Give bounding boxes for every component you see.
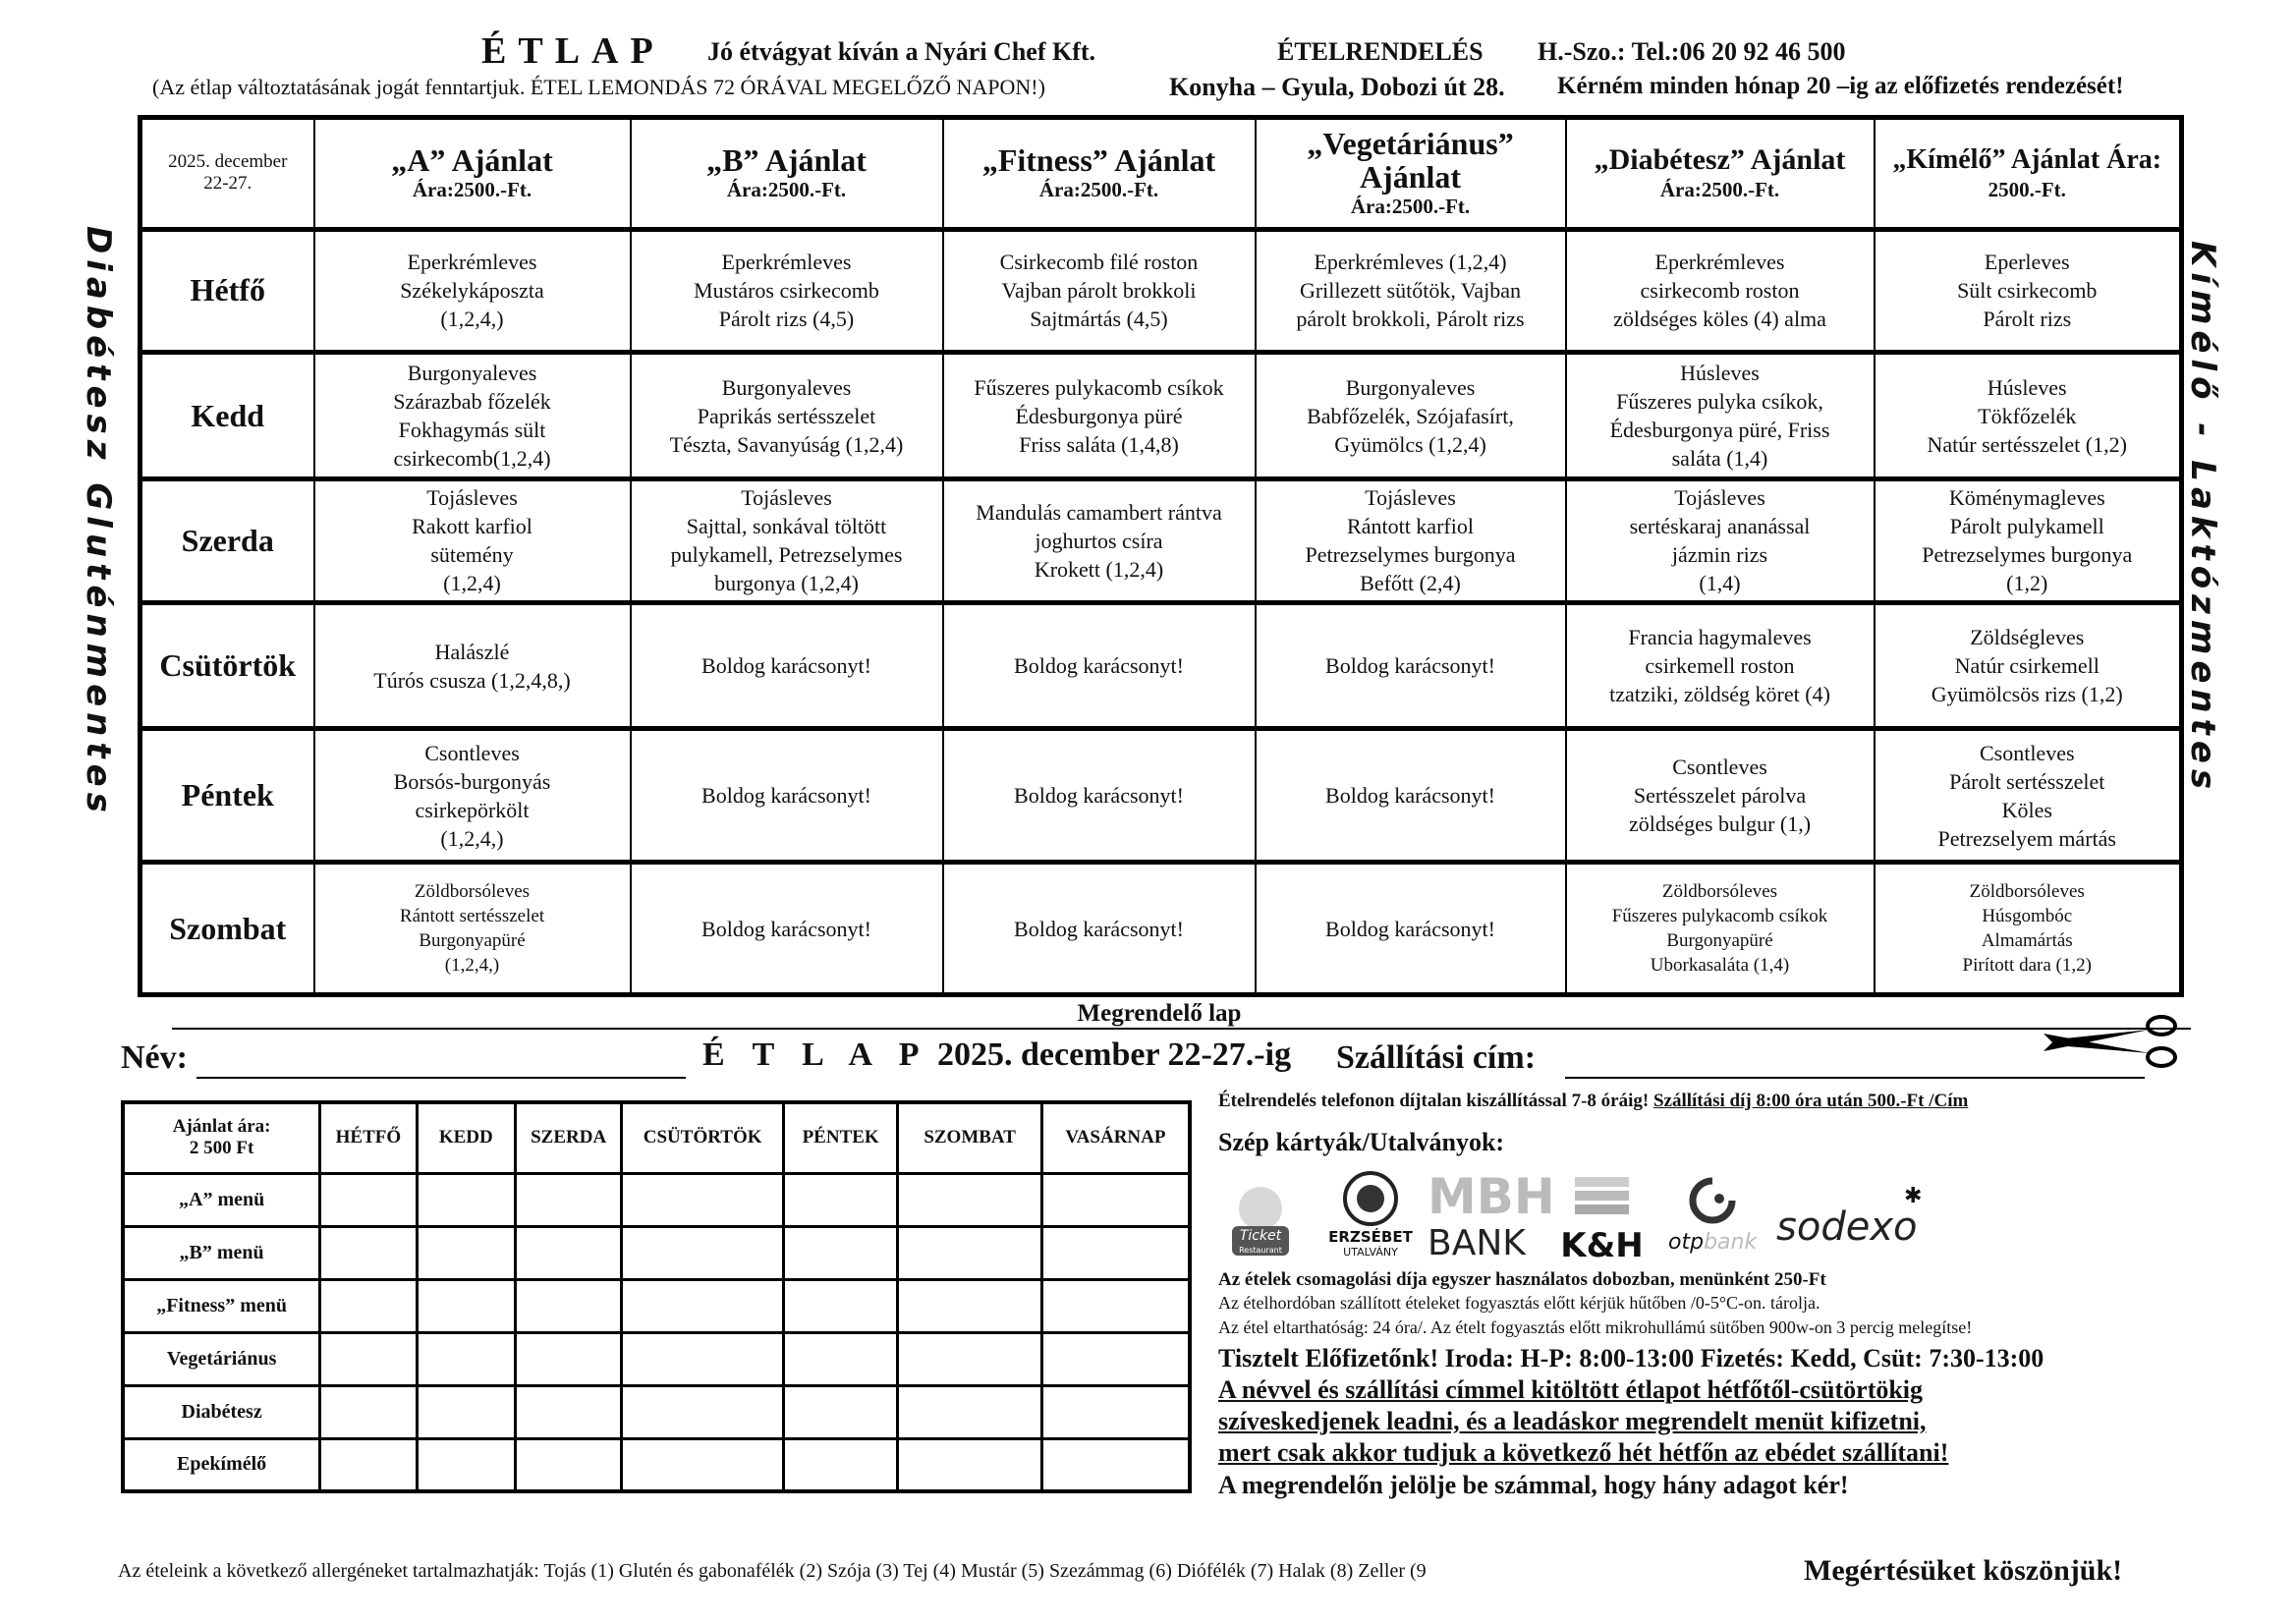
order-day-head: HÉTFŐ [320,1102,417,1173]
menu-cell-line: Boldog karácsonyt! [1014,653,1184,679]
menu-cell-line: Befőtt (2,4) [1360,571,1461,596]
sodexo-logo: sodexo ✱ [1776,1183,1923,1250]
menu-cell-line: Boldog karácsonyt! [1014,783,1184,809]
order-quantity-cell[interactable] [417,1332,515,1385]
order-price-head: Ajánlat ára: 2 500 Ft [123,1102,320,1173]
menu-cell-line: Uborkasaláta (1,4) [1650,955,1790,977]
menu-date-line: 2025. december [168,151,288,173]
order-quantity-cell[interactable] [783,1438,897,1491]
order-quantity-cell[interactable] [898,1173,1042,1226]
header-note: (Az étlap változtatásának jogát fenntartjuk. ÉTEL LEMONDÁS 72 ÓRÁVAL MEGELŐZŐ NAPON!) [152,75,1045,99]
menu-cell-line: Petrezselymes burgonya [1922,542,2133,568]
menu-cell-line: Eperleves [1984,250,2070,275]
order-quantity-cell[interactable] [783,1226,897,1279]
menu-cell-line: Székelykáposzta [400,278,544,304]
menu-cell-line: Almamártás [1981,930,2073,952]
order-quantity-cell[interactable] [783,1385,897,1438]
order-row-label: Epekímélő [123,1438,320,1491]
order-title: É T L A P 2025. december 22-27.-ig [702,1036,1292,1073]
menu-cell-line: jázmin rizs [1671,542,1768,568]
menu-cell [1875,353,2182,479]
otp-bank-logo: otpbank [1668,1169,1766,1267]
submit-instructions-1: A névvel és szállítási címmel kitöltött étlapot hétfőtől-csütörtökig [1218,1375,1924,1404]
menu-cell-line: Fokhagymás sült [398,418,546,443]
menu-cell [943,729,1256,863]
order-quantity-cell[interactable] [783,1279,897,1332]
menu-cell-line: Sült csirkecomb [1957,278,2098,304]
menu-cell-line: Sajttal, sonkával töltött [686,514,887,539]
menu-cell-line: (1,2,4,) [440,307,504,332]
menu-cell-line: Boldog karácsonyt! [701,783,871,809]
name-input-line[interactable] [196,1077,686,1079]
order-quantity-cell[interactable] [515,1226,621,1279]
header-payment-note: Kérném minden hónap 20 –ig az előfizetés rendezését! [1557,73,2124,99]
menu-date-cell [140,118,314,230]
menu-day-row [140,729,2182,863]
side-label-right: Kímélő - Laktózmentes [2183,241,2222,796]
column-gentle: „Kímélő” Ajánlat Ára: 2500.-Ft. [1875,118,2182,230]
menu-cell-line: Sajtmártás (4,5) [1030,307,1168,332]
day-name: Szerda [140,479,314,603]
menu-cell [1256,729,1566,863]
column-b: „B” Ajánlat Ára:2500.-Ft. [631,118,943,230]
order-quantity-cell[interactable] [1041,1226,1190,1279]
menu-cell [631,729,943,863]
menu-cell-line: Boldog karácsonyt! [1325,783,1495,809]
menu-cell-line: Pirított dara (1,2) [1962,955,2092,977]
erzsebet-logo: ERZSÉBET UTALVÁNY [1316,1169,1425,1267]
menu-cell [943,353,1256,479]
order-quantity-cell[interactable] [320,1385,417,1438]
order-quantity-cell[interactable] [417,1173,515,1226]
menu-cell-line: párolt brokkoli, Párolt rizs [1296,307,1525,332]
order-quantity-cell[interactable] [622,1173,784,1226]
menu-cell-line: Csirkecomb filé roston [999,250,1199,275]
header-ordering: ÉTELRENDELÉS [1277,37,1484,66]
menu-cell-line: Fűszeres pulykacomb csíkok [1611,906,1828,927]
menu-cell-line: Zöldségleves [1970,625,2085,650]
order-quantity-cell[interactable] [783,1332,897,1385]
menu-cell-line: Szárazbab főzelék [393,389,551,415]
order-day-head: SZOMBAT [898,1102,1042,1173]
order-grid-row [123,1279,1190,1332]
menu-cell-line: Párolt sertésszelet [1949,768,2105,794]
order-quantity-cell[interactable] [515,1438,621,1491]
menu-day-row [140,479,2182,603]
menu-cell-line: Húsleves [1680,361,1760,386]
order-form-label: Megrendelő lap [1077,1000,1242,1027]
menu-cell-line: Párolt rizs [1983,307,2072,332]
menu-cell-line: Tészta, Savanyúság (1,2,4) [669,431,904,457]
order-quantity-cell[interactable] [622,1226,784,1279]
order-quantity-cell[interactable] [320,1332,417,1385]
menu-cell-line: zöldséges bulgur (1,) [1628,812,1812,837]
order-grid-header [123,1102,1190,1173]
menu-cell-line: Zöldborsóleves [1969,881,2085,903]
order-quantity-cell[interactable] [320,1173,417,1226]
order-grid-row [123,1332,1190,1385]
menu-cell-line: (1,2,4,) [444,955,500,977]
header-kitchen-address: Konyha – Gyula, Dobozi út 28. [1169,73,1505,101]
thanks-footer: Megértésüket köszönjük! [1804,1554,2123,1587]
order-quantity-cell[interactable] [783,1173,897,1226]
menu-cell-line: Mandulás camambert rántva [976,499,1222,525]
day-name: Kedd [140,353,314,479]
order-grid-row [123,1173,1190,1226]
menu-cell-line: Burgonyapüré [419,930,526,952]
menu-cell-line: Fűszeres pulyka csíkok, [1616,389,1823,415]
menu-cell [1256,229,1566,353]
order-quantity-cell[interactable] [898,1332,1042,1385]
order-day-head: VASÁRNAP [1041,1102,1190,1173]
menu-cell-line: sertéskaraj ananással [1629,514,1811,539]
menu-cell [943,602,1256,729]
menu-cell-line: Tojásleves [1674,485,1765,511]
menu-cell-line: Édesburgonya püré, Friss [1609,418,1830,443]
menu-cell-line: Boldog karácsonyt! [701,916,871,941]
voucher-logos [1226,1169,1943,1267]
menu-cell-line: Burgonyaleves [1345,374,1476,400]
menu-cell-line: csirkecomb(1,2,4) [393,446,551,472]
menu-cell-line: Paprikás sertésszelet [697,403,876,428]
menu-cell [314,729,631,863]
menu-cell [631,229,943,353]
order-grid [121,1100,1192,1493]
menu-cell-line: joghurtos csíra [1035,528,1163,553]
menu-cell-line: zöldséges köles (4) alma [1613,307,1826,332]
office-info: Tisztelt Előfizetőnk! Iroda: H-P: 8:00-13:00 Fizetés: Kedd, Csüt: 7:30-13:00 [1218,1344,2044,1372]
menu-cell-line: Párolt pulykamell [1949,514,2104,539]
menu-cell-line: burgonya (1,2,4) [714,571,859,596]
menu-cell-line: Csontleves [1672,755,1767,780]
order-quantity-cell[interactable] [1041,1438,1190,1491]
menu-cell-line: Krokett (1,2,4) [1034,556,1164,582]
order-quantity-cell[interactable] [515,1332,621,1385]
order-row-label: Diabétesz [123,1385,320,1438]
order-quantity-cell[interactable] [320,1438,417,1491]
mbh-bank-logo: MBH BANK [1428,1168,1555,1263]
order-quantity-cell[interactable] [417,1226,515,1279]
menu-cell-line: Édesburgonya püré [1015,403,1183,428]
menu-cell-line: Párolt rizs (4,5) [718,307,855,332]
menu-cell-line: Csontleves [1979,740,2075,765]
header-row-1 [0,29,2296,73]
order-row-label: „Fitness” menü [123,1279,320,1332]
order-quantity-cell[interactable] [1041,1173,1190,1226]
storage-info-1: Az ételhordóban szállított ételeket fogyasztás előtt kérjük hűtőben /0-5°C-on. tárolja. [1218,1293,1820,1313]
menu-cell-line: Natúr sertésszelet (1,2) [1927,431,2127,457]
order-quantity-cell[interactable] [515,1279,621,1332]
menu-cell-line: Túrós csusza (1,2,4,8,) [373,667,571,693]
cut-line [172,1028,2191,1030]
menu-cell [1566,602,1875,729]
order-quantity-cell[interactable] [622,1332,784,1385]
menu-cell-line: (1,2) [2006,571,2048,596]
order-day-head: KEDD [417,1102,515,1173]
order-quantity-cell[interactable] [622,1385,784,1438]
menu-cell-line: Borsós-burgonyás [393,768,551,794]
day-name: Péntek [140,729,314,863]
menu-cell-line: Rántott sertésszelet [399,906,545,927]
day-name: Hétfő [140,229,314,353]
packaging-info: Az ételek csomagolási díja egyszer használatos dobozban, menünként 250-Ft [1218,1269,1826,1290]
menu-cell [631,353,943,479]
menu-cell-line: saláta (1,4) [1671,446,1768,472]
menu-cell-line: Francia hagymaleves [1628,625,1812,650]
submit-instructions-3: mert csak akkor tudjuk a következő hét hétfőn az ebédet szállítani! [1218,1438,1949,1467]
column-a: „A” Ajánlat Ára:2500.-Ft. [314,118,631,230]
menu-cell [1256,602,1566,729]
order-day-head: PÉNTEK [783,1102,897,1173]
menu-cell-line: Sertésszelet párolva [1633,783,1807,809]
menu-cell-line: (1,4) [1699,571,1741,596]
delivery-info: Ételrendelés telefonon díjtalan kiszállítással 7-8 óráig! Szállítási díj 8:00 óra után 500.-Ft /Cím [1218,1091,1969,1111]
storage-info-2: Az étel eltarthatóság: 24 óra/. Az ételt fogyasztás előtt mikrohullámú sütőben 900w-on 3 percig melegítse! [1218,1317,1973,1337]
kh-logo: K&H [1545,1169,1658,1267]
menu-cell-line: Eperkrémleves [407,250,537,275]
order-grid-row [123,1226,1190,1279]
menu-cell-line: Köles [2001,797,2052,822]
menu-cell-line: pulykamell, Petrezselymes [670,542,903,568]
menu-header-row [140,118,2182,230]
menu-cell-line: Burgonyaleves [721,374,852,400]
address-input-line[interactable] [1565,1077,2145,1079]
menu-cell-line: Petrezselymes burgonya [1305,542,1516,568]
order-quantity-cell[interactable] [320,1279,417,1332]
order-quantity-cell[interactable] [898,1279,1042,1332]
menu-cell-line: Rántott karfiol [1347,514,1474,539]
page-title: ÉTLAP [481,30,665,72]
menu-cell [631,602,943,729]
order-grid-row [123,1438,1190,1491]
order-quantity-cell[interactable] [320,1226,417,1279]
menu-cell-line: Tojásleves [426,485,518,511]
menu-cell [314,479,631,603]
order-quantity-cell[interactable] [417,1279,515,1332]
menu-cell [1875,729,2182,863]
order-quantity-cell[interactable] [622,1438,784,1491]
menu-cell-line: Tojásleves [741,485,832,511]
menu-cell-line: Natúr csirkemell [1954,653,2100,679]
order-day-head: SZERDA [515,1102,621,1173]
menu-cell-line: Eperkrémleves [1654,250,1785,275]
menu-cell-line: Gyümölcsös rizs (1,2) [1931,682,2123,707]
column-diabetic: „Diabétesz” Ajánlat Ára:2500.-Ft. [1566,118,1875,230]
menu-cell-line: Húsgombóc [1982,906,2073,927]
order-row-label: „B” menü [123,1226,320,1279]
menu-cell [1566,229,1875,353]
mark-instructions: A megrendelőn jelölje be számmal, hogy hány adagot kér! [1218,1471,1849,1499]
menu-cell-line: (1,2,4) [443,571,501,596]
menu-cell [1256,863,1566,995]
menu-cell [943,229,1256,353]
menu-cell-line: Grillezett sütőtök, Vajban [1299,278,1522,304]
menu-cell-line: (1,2,4,) [440,825,504,851]
menu-cell [1875,229,2182,353]
menu-cell-line: Köménymagleves [1948,485,2105,511]
weekly-menu-table [138,115,2184,997]
order-grid-row [123,1385,1190,1438]
menu-cell-line: Babfőzelék, Szójafasírt, [1307,403,1514,428]
order-row-label: Vegetáriánus [123,1332,320,1385]
menu-cell [943,479,1256,603]
menu-cell [1256,353,1566,479]
column-fitness: „Fitness” Ajánlat Ára:2500.-Ft. [943,118,1256,230]
menu-cell [314,602,631,729]
menu-cell-line: Boldog karácsonyt! [1014,916,1184,941]
menu-cell [1875,602,2182,729]
menu-date-line: 22-27. [203,173,252,195]
order-quantity-cell[interactable] [1041,1332,1190,1385]
menu-cell [943,863,1256,995]
order-quantity-cell[interactable] [898,1438,1042,1491]
menu-cell-line: Petrezselyem mártás [1937,825,2116,851]
menu-cell-line: Burgonyaleves [407,361,537,386]
menu-cell [631,479,943,603]
menu-cell-line: Zöldborsóleves [414,881,531,903]
day-name: Csütörtök [140,602,314,729]
menu-cell-line: Tojásleves [1365,485,1456,511]
menu-cell-line: Húsleves [1987,374,2067,400]
day-name: Szombat [140,863,314,995]
menu-cell-line: Burgonyapüré [1666,930,1773,952]
menu-cell [1875,863,2182,995]
menu-cell-line: Boldog karácsonyt! [1325,653,1495,679]
menu-cell-line: Vajban párolt brokkoli [1001,278,1197,304]
order-quantity-cell[interactable] [898,1226,1042,1279]
order-quantity-cell[interactable] [898,1385,1042,1438]
menu-cell [1875,479,2182,603]
menu-cell-line: Mustáros csirkecomb [694,278,879,304]
side-label-left: Diabétesz Gluténmentes [79,226,118,818]
menu-day-row [140,863,2182,995]
order-quantity-cell[interactable] [1041,1279,1190,1332]
menu-cell [314,229,631,353]
menu-cell [1566,479,1875,603]
menu-cell [631,863,943,995]
menu-cell-line: csirkepörkölt [415,797,530,822]
menu-cell [1566,729,1875,863]
menu-cell-line: Halászlé [434,639,510,664]
menu-cell-line: Csontleves [424,740,520,765]
menu-cell-line: Eperkrémleves [721,250,852,275]
order-quantity-cell[interactable] [417,1438,515,1491]
name-label: Név: [121,1039,188,1076]
menu-cell-line: Boldog karácsonyt! [1325,916,1495,941]
menu-cell-line: Rakott karfiol [412,514,532,539]
allergen-footer: Az ételeink a következő allergéneket tartalmazhatják: Tojás (1) Glutén és gabonafélék (2) Szója (3) Tej (4) Mustár (5) Szezámmag (6) Diófélék (7) Halak (8) Zeller (9 [118,1560,1427,1582]
ticket-logo: Ticket Restaurant [1226,1169,1295,1267]
order-quantity-cell[interactable] [622,1279,784,1332]
header-row-2 [0,71,2296,106]
menu-cell-line: Tökfőzelék [1978,403,2077,428]
menu-cell-line: Friss saláta (1,4,8) [1019,431,1179,457]
header-phone: H.-Szo.: Tel.:06 20 92 46 500 [1538,37,1846,66]
scissors-icon [2034,1012,2191,1071]
menu-cell [314,863,631,995]
menu-day-row [140,229,2182,353]
cards-label: Szép kártyák/Utalványok: [1218,1128,1505,1156]
menu-day-row [140,602,2182,729]
menu-cell-line: Fűszeres pulykacomb csíkok [974,374,1224,400]
menu-day-row [140,353,2182,479]
menu-cell-line: csirkemell roston [1645,653,1795,679]
submit-instructions-2: szíveskedjenek leadni, és a leadáskor megrendelt menüt kifizetni, [1218,1407,1927,1435]
order-day-head: CSÜTÖRTÖK [622,1102,784,1173]
menu-cell [1566,353,1875,479]
order-quantity-cell[interactable] [1041,1385,1190,1438]
menu-cell-line: Zöldborsóleves [1661,881,1778,903]
menu-cell [1566,863,1875,995]
menu-cell-line: tzatziki, zöldség köret (4) [1609,682,1830,707]
menu-cell-line: Gyümölcs (1,2,4) [1334,431,1486,457]
order-quantity-cell[interactable] [417,1385,515,1438]
order-quantity-cell[interactable] [515,1385,621,1438]
order-row-label: „A” menü [123,1173,320,1226]
header-wish: Jó étvágyat kíván a Nyári Chef Kft. [707,37,1096,66]
menu-cell-line: Eperkrémleves (1,2,4) [1314,250,1507,275]
menu-cell-line: csirkecomb roston [1640,278,1800,304]
menu-cell-line: Boldog karácsonyt! [701,653,871,679]
address-label: Szállítási cím: [1336,1039,1537,1076]
menu-cell [314,353,631,479]
column-vegetarian: „Vegetáriánus” Ajánlat Ára:2500.-Ft. [1256,118,1566,230]
menu-cell-line: sütemény [430,542,514,568]
order-quantity-cell[interactable] [515,1173,621,1226]
menu-cell [1256,479,1566,603]
